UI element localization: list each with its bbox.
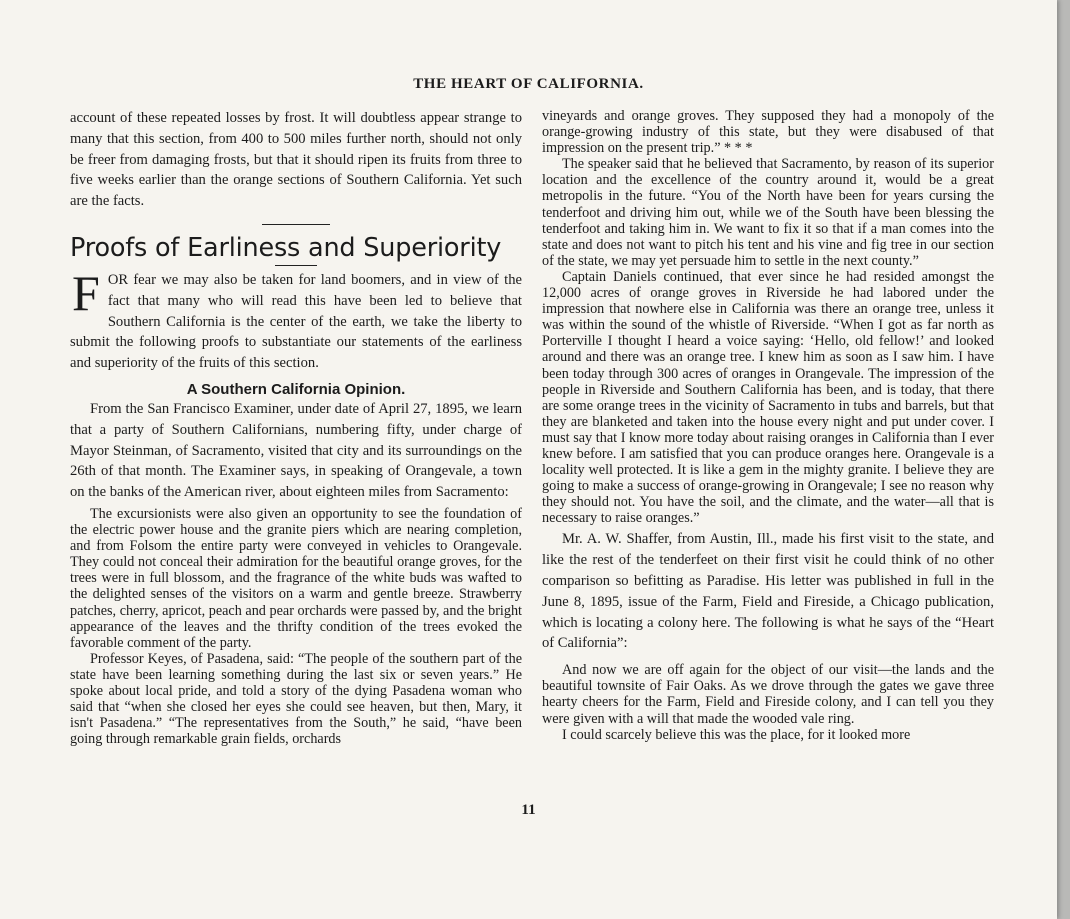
continuation-paragraph: vineyards and orange groves. They supposed they had a monopoly of the orange-growing industry of this state, but they were disabused of that impression on the present trip.” * * * <box>542 108 994 157</box>
shaffer-paragraph: Mr. A. W. Shaffer, from Austin, Ill., made his first visit to the state, and like the rest of the tenderfeet on their first visit he could think of no other comparison so befitting as Paradise. His letter was published in full in the June 8, 1895, issue of the Farm, Field and Fireside, a Chicago publication, which is locating a colony here. The following is what he says of the “Heart of California”: <box>542 531 994 652</box>
drop-cap: F <box>72 264 100 321</box>
section-title: Proofs of Earliness and Superiority <box>70 232 502 263</box>
page-number: 11 <box>521 802 536 818</box>
section-divider <box>262 224 330 225</box>
closing-line: I could scarcely believe this was the place, for it looked more <box>562 726 911 743</box>
keyes-paragraph: Professor Keyes, of Pasadena, said: “The people of the southern part of the state have been learning something during the last six or seven years.” He spoke about local pride, and told a story of the dying Pasadena woman who said that “when she closed her eyes she could see heaven, but then, Mary, it isn't Pasadena.” “The representatives from the South,” he said, “have been going through remarkable grain fields, orchards <box>70 650 522 748</box>
examiner-paragraph: From the San Francisco Examiner, under date of April 27, 1895, we learn that a party of Southern Californians, numbering fifty, under charge of Mayor Steinman, of Sacramento, visited that city and its surroundings on the 26th of that month. The Examiner says, in speaking of Orangevale, a town on the banks of the American river, about eighteen miles from Sacramento: <box>70 400 522 501</box>
speaker-paragraph: The speaker said that he believed that Sacramento, by reason of its superior location and the excellence of the country around it, would be a great metropolis in the future. “You of the North have been for years cursing the tenderfoot and driving him out, while we of the South have been blessing the tenderfoot and taking him in. We want to fix it so that if a man comes into the state and does not want to pitch his tent and his vine and fig tree in our section of the state, we may yet persuade him to settle in the next county.” <box>542 156 994 269</box>
visit-paragraph: And now we are off again for the object of our visit—the lands and the beautiful townsite of Fair Oaks. As we drove through the gates we gave three hearty cheers for the Farm, Field and Fireside colony, and I can tell you they were given with a will that made the wooded vale ring. <box>542 662 994 727</box>
running-head: THE HEART OF CALIFORNIA. <box>413 76 644 92</box>
opening-paragraph: account of these repeated losses by frost. It will doubtless appear strange to many that this section, from 400 to 500 miles further north, should not only be freer from damaging frosts, but that it should ripen its fruits from three to five weeks earlier than the orange sections of Southern California. Yet such are the facts. <box>70 110 522 210</box>
excursion-paragraph: The excursionists were also given an opportunity to see the foundation of the electric power house and the granite piers which are nearing completion, and from Folsom the entire party were conveyed in vehicles to Orangevale. They could not conceal their admiration for the beautiful orange groves, for the trees were in full blossom, and the fragrance of the white buds was wafted to the delighted senses of the visitors on a warm and gentle breeze. Strawberry patches, cherry, apricot, peach and pear orchards were passed by, and the bright appearance of the leaves and the thrifty condition of the trees evoked the favorable comment of the party. <box>70 505 522 651</box>
subheading: A Southern California Opinion. <box>186 380 406 398</box>
left-column <box>70 108 522 747</box>
daniels-paragraph: Captain Daniels continued, that ever since he had resided amongst the 12,000 acres of orange groves in Riverside he had labored under the impression that nowhere else in California was there an orange tree, unless it was within the sound of the whistle of Riverside. “When I got as far north as Porterville I thought I heard a voice saying: ‘Hello, old fellow!’ and looked around and there was an orange tree. I knew him as soon as I saw him. I have been today through 300 acres of oranges in Orangevale. The impression of the people in Riverside and Southern California has been, and is today, that there are some orange trees in the vicinity of Sacramento in tubs and barrels, but that they are blanketed and taken into the house every night and put under cover. I must say that I know more today about raising oranges in California than I ever knew before. I am satisfied that you can produce oranges here. Orangevale is a locality well protected. It is like a gem in the mighty granite. I believe they are going to make a success of orange-growing in Orangevale; I see no reason why they should not. You have the soil, and the climate, and the water—all that is necessary to raise oranges.” <box>542 268 994 527</box>
intro-paragraph <box>70 264 522 374</box>
right-column <box>542 108 994 743</box>
intro-text: OR fear we may also be taken for land boomers, and in view of the fact that many who will read this have been led to believe that Southern California is the center of the earth, we take the liberty to submit the following proofs to substantiate our statements of the earliness and superiority of the fruits of this section. <box>70 271 522 372</box>
title-underline <box>275 265 317 266</box>
